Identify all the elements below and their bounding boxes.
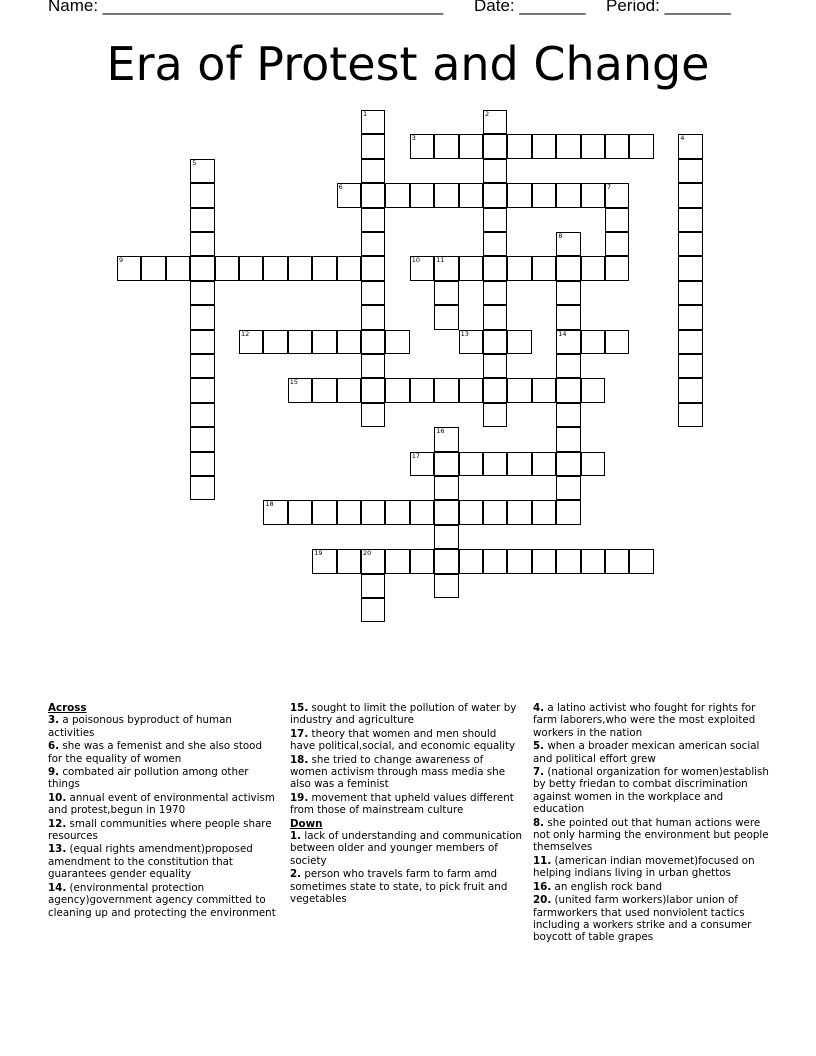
- grid-cell[interactable]: [532, 500, 556, 524]
- clue-number: 5: [192, 158, 197, 167]
- grid-cell[interactable]: [556, 378, 580, 402]
- clue-number: 15: [289, 378, 299, 387]
- grid-cell[interactable]: [483, 134, 507, 158]
- grid-cell[interactable]: [288, 500, 312, 524]
- down-clues-column-3: [533, 702, 773, 945]
- grid-cell[interactable]: [581, 549, 605, 573]
- grid-cell[interactable]: [581, 378, 605, 402]
- grid-cell[interactable]: [556, 134, 580, 158]
- grid-cell[interactable]: [507, 256, 531, 280]
- grid-cell[interactable]: [483, 500, 507, 524]
- grid-cell[interactable]: [459, 452, 483, 476]
- grid-cell[interactable]: [239, 256, 263, 280]
- grid-cell[interactable]: [678, 159, 702, 183]
- grid-cell[interactable]: [483, 232, 507, 256]
- clue-number: 12: [241, 329, 250, 338]
- grid-cell[interactable]: [190, 378, 214, 402]
- grid-cell[interactable]: [678, 305, 702, 329]
- grid-cell[interactable]: [507, 378, 531, 402]
- clue-number: 20: [363, 549, 372, 558]
- grid-cell[interactable]: [507, 549, 531, 573]
- grid-cell[interactable]: [410, 378, 434, 402]
- grid-cell[interactable]: [556, 354, 580, 378]
- grid-cell[interactable]: [361, 183, 385, 207]
- grid-cell[interactable]: [434, 183, 458, 207]
- grid-cell[interactable]: [190, 232, 214, 256]
- grid-cell[interactable]: [410, 183, 434, 207]
- grid-cell[interactable]: [605, 232, 629, 256]
- grid-cell[interactable]: [263, 256, 287, 280]
- grid-cell[interactable]: [459, 378, 483, 402]
- grid-cell[interactable]: [385, 500, 409, 524]
- grid-cell[interactable]: [532, 378, 556, 402]
- grid-cell[interactable]: [581, 256, 605, 280]
- grid-cell[interactable]: [556, 281, 580, 305]
- grid-cell[interactable]: [483, 208, 507, 232]
- grid-cell[interactable]: [385, 549, 409, 573]
- grid-cell[interactable]: [629, 134, 653, 158]
- grid-cell[interactable]: [605, 134, 629, 158]
- grid-cell[interactable]: [190, 305, 214, 329]
- grid-cell[interactable]: [361, 208, 385, 232]
- clue-across-19: 19. movement that upheld values different from those of mainstream culture: [290, 791, 514, 817]
- grid-cell[interactable]: [434, 549, 458, 573]
- across-heading: Across: [48, 702, 87, 714]
- grid-cell[interactable]: [361, 354, 385, 378]
- grid-cell[interactable]: [605, 256, 629, 280]
- grid-cell[interactable]: [581, 183, 605, 207]
- grid-cell[interactable]: [312, 330, 336, 354]
- grid-cell[interactable]: [410, 452, 434, 476]
- clue-number: 17: [411, 451, 421, 460]
- across-clues-column-1: [48, 702, 276, 920]
- grid-cell[interactable]: [190, 159, 214, 183]
- grid-cell[interactable]: [312, 500, 336, 524]
- grid-cell[interactable]: [190, 354, 214, 378]
- grid-cell[interactable]: [459, 256, 483, 280]
- clue-number: 16: [436, 427, 445, 436]
- clue-down-5: 5. when a broader mexican american social and political effort grew: [533, 740, 760, 765]
- grid-cell[interactable]: [483, 110, 507, 134]
- grid-cell[interactable]: [361, 256, 385, 280]
- grid-cell[interactable]: [678, 183, 702, 207]
- grid-cell[interactable]: [678, 134, 702, 158]
- clue-across-10: 10. annual event of environmental activism and protest,begun in 1970: [48, 791, 275, 817]
- clue-across-9: 9. combated air pollution among other things: [48, 766, 249, 791]
- clue-down-11: 11. (american indian movemet)focused on helping indians living in urban ghettos: [533, 854, 755, 880]
- clue-down-1: 1. lack of understanding and communication between older and younger members of society: [290, 830, 523, 867]
- clue-down-16: 16. an english rock band: [533, 880, 663, 893]
- clue-number: 9: [119, 256, 124, 265]
- grid-cell[interactable]: [239, 330, 263, 354]
- grid-cell[interactable]: [581, 452, 605, 476]
- grid-cell[interactable]: [459, 183, 483, 207]
- grid-cell[interactable]: [337, 549, 361, 573]
- grid-cell[interactable]: [556, 476, 580, 500]
- grid-cell[interactable]: [166, 256, 190, 280]
- grid-cell[interactable]: [410, 134, 434, 158]
- grid-cell[interactable]: [483, 452, 507, 476]
- clue-number: 4: [680, 134, 685, 143]
- clue-number: 18: [265, 500, 274, 509]
- grid-cell[interactable]: [629, 549, 653, 573]
- grid-cell[interactable]: [678, 256, 702, 280]
- grid-cell[interactable]: [385, 378, 409, 402]
- grid-cell[interactable]: [532, 256, 556, 280]
- grid-cell[interactable]: [556, 305, 580, 329]
- clue-down-7: 7. (national organization for women)establish by betty friedan to combat discrimination against women in the workplace and education: [533, 766, 769, 816]
- grid-cell[interactable]: [483, 159, 507, 183]
- grid-cell[interactable]: [434, 476, 458, 500]
- grid-cell[interactable]: [288, 330, 312, 354]
- grid-cell[interactable]: [434, 378, 458, 402]
- grid-cell[interactable]: [312, 549, 336, 573]
- grid-cell[interactable]: [532, 134, 556, 158]
- grid-cell[interactable]: [605, 330, 629, 354]
- clue-down-8: 8. she pointed out that human actions were not only harming the environment but people themselves: [533, 816, 769, 854]
- grid-cell[interactable]: [532, 183, 556, 207]
- grid-cell[interactable]: [361, 134, 385, 158]
- grid-cell[interactable]: [361, 281, 385, 305]
- grid-cell[interactable]: [556, 452, 580, 476]
- grid-cell[interactable]: [507, 183, 531, 207]
- grid-cell[interactable]: [507, 452, 531, 476]
- clue-across-12: 12. small communities where people share resources: [48, 817, 272, 843]
- clue-number: 6: [338, 183, 343, 192]
- grid-cell[interactable]: [190, 403, 214, 427]
- grid-cell[interactable]: [434, 281, 458, 305]
- grid-cell[interactable]: [581, 134, 605, 158]
- grid-cell[interactable]: [361, 305, 385, 329]
- grid-cell[interactable]: [605, 183, 629, 207]
- grid-cell[interactable]: [678, 281, 702, 305]
- clue-number: 10: [411, 256, 421, 265]
- clue-down-2: 2. person who travels farm to farm amd sometimes state to state, to pick fruit and vegetables: [290, 868, 508, 906]
- grid-cell[interactable]: [434, 500, 458, 524]
- grid-cell[interactable]: [532, 549, 556, 573]
- clue-across-18: 18. she tried to change awareness of women activism through mass media she also was a feminist: [290, 753, 506, 791]
- clue-across-15: 15. sought to limit the pollution of water by industry and agriculture: [290, 702, 517, 727]
- grid-cell[interactable]: [190, 330, 214, 354]
- grid-cell[interactable]: [556, 232, 580, 256]
- grid-cell[interactable]: [190, 476, 214, 500]
- down-heading: Down: [290, 817, 323, 830]
- grid-cell[interactable]: [678, 232, 702, 256]
- clue-across-13: 13. (equal rights amendment)proposed amendment to the constitution that guarantees gender equality: [48, 843, 253, 881]
- grid-cell[interactable]: [678, 378, 702, 402]
- clue-number: 14: [558, 329, 567, 338]
- clue-number: 3: [411, 134, 416, 143]
- grid-cell[interactable]: [434, 452, 458, 476]
- grid-cell[interactable]: [361, 403, 385, 427]
- grid-cell[interactable]: [556, 500, 580, 524]
- grid-cell[interactable]: [263, 500, 287, 524]
- grid-cell[interactable]: [483, 403, 507, 427]
- clue-across-3: 3. a poisonous byproduct of human activities: [48, 714, 232, 739]
- grid-cell[interactable]: [459, 500, 483, 524]
- clues-column-2: [290, 702, 524, 907]
- grid-cell[interactable]: [507, 134, 531, 158]
- period-field-label: Period: _______: [606, 0, 731, 15]
- grid-cell[interactable]: [483, 378, 507, 402]
- grid-cell[interactable]: [361, 500, 385, 524]
- grid-cell[interactable]: [190, 256, 214, 280]
- grid-cell[interactable]: [459, 549, 483, 573]
- grid-cell[interactable]: [337, 378, 361, 402]
- clue-number: 8: [558, 232, 563, 240]
- grid-cell[interactable]: [483, 305, 507, 329]
- grid-cell[interactable]: [434, 574, 458, 598]
- clue-number: 2: [485, 110, 490, 118]
- grid-cell[interactable]: [483, 549, 507, 573]
- grid-cell[interactable]: [361, 330, 385, 354]
- name-field-label: Name: ____________________________________: [48, 0, 444, 15]
- grid-cell[interactable]: [337, 330, 361, 354]
- grid-cell[interactable]: [434, 134, 458, 158]
- clue-down-20: 20. (united farm workers)labor union of farmworkers that used nonviolent tactics including a workers strike and a consumer boycott of table grapes: [533, 894, 752, 944]
- clue-down-4: 4. a latino activist who fought for rights for farm laborers,who were the most exploited workers in the nation: [533, 702, 756, 739]
- grid-cell[interactable]: [361, 574, 385, 598]
- grid-cell[interactable]: [581, 330, 605, 354]
- grid-cell[interactable]: [483, 183, 507, 207]
- grid-cell[interactable]: [190, 281, 214, 305]
- grid-cell[interactable]: [410, 256, 434, 280]
- grid-cell[interactable]: [361, 378, 385, 402]
- grid-cell[interactable]: [459, 134, 483, 158]
- grid-cell[interactable]: [483, 281, 507, 305]
- grid-cell[interactable]: [215, 256, 239, 280]
- grid-cell[interactable]: [459, 330, 483, 354]
- clue-number: 13: [460, 329, 469, 338]
- grid-cell[interactable]: [361, 159, 385, 183]
- page-title: Era of Protest and Change: [106, 37, 710, 91]
- grid-cell[interactable]: [288, 256, 312, 280]
- grid-cell[interactable]: [483, 354, 507, 378]
- grid-cell[interactable]: [434, 256, 458, 280]
- grid-cell[interactable]: [434, 305, 458, 329]
- grid-cell[interactable]: [678, 208, 702, 232]
- clue-number: 7: [607, 183, 612, 192]
- grid-cell[interactable]: [117, 256, 141, 280]
- grid-cell[interactable]: [190, 427, 214, 451]
- grid-cell[interactable]: [385, 183, 409, 207]
- grid-cell[interactable]: [556, 183, 580, 207]
- grid-cell[interactable]: [385, 330, 409, 354]
- grid-cell[interactable]: [361, 549, 385, 573]
- grid-cell[interactable]: [556, 427, 580, 451]
- grid-cell[interactable]: [434, 427, 458, 451]
- grid-cell[interactable]: [190, 183, 214, 207]
- grid-cell[interactable]: [361, 598, 385, 622]
- clue-number: 11: [436, 256, 445, 265]
- clue-across-14: 14. (environmental protection agency)government agency committed to cleaning up and protecting the environment: [48, 881, 276, 919]
- grid-cell[interactable]: [312, 256, 336, 280]
- grid-cell[interactable]: [361, 110, 385, 134]
- grid-cell[interactable]: [483, 256, 507, 280]
- grid-cell[interactable]: [337, 183, 361, 207]
- grid-cell[interactable]: [410, 549, 434, 573]
- clue-number: 1: [363, 110, 368, 118]
- grid-cell[interactable]: [556, 330, 580, 354]
- grid-cell[interactable]: [190, 208, 214, 232]
- grid-cell[interactable]: [410, 500, 434, 524]
- grid-cell[interactable]: [507, 500, 531, 524]
- grid-cell[interactable]: [361, 232, 385, 256]
- grid-cell[interactable]: [605, 208, 629, 232]
- clue-across-6: 6. she was a femenist and she also stood for the equality of women: [48, 740, 262, 765]
- grid-cell[interactable]: [678, 354, 702, 378]
- grid-cell[interactable]: [337, 256, 361, 280]
- grid-cell[interactable]: [288, 378, 312, 402]
- grid-cell[interactable]: [483, 330, 507, 354]
- grid-cell[interactable]: [678, 330, 702, 354]
- grid-cell[interactable]: [556, 256, 580, 280]
- grid-cell[interactable]: [434, 525, 458, 549]
- date-field-label: Date: _______: [474, 0, 586, 15]
- clue-number: 19: [314, 549, 323, 558]
- clue-across-17: 17. theory that women and men should have political,social, and economic equality: [290, 727, 516, 753]
- grid-cell[interactable]: [141, 256, 165, 280]
- grid-cell[interactable]: [678, 403, 702, 427]
- grid-cell[interactable]: [312, 378, 336, 402]
- grid-cell[interactable]: [556, 549, 580, 573]
- grid-cell[interactable]: [190, 452, 214, 476]
- grid-cell[interactable]: [263, 330, 287, 354]
- grid-cell[interactable]: [556, 403, 580, 427]
- grid-cell[interactable]: [507, 330, 531, 354]
- grid-cell[interactable]: [337, 500, 361, 524]
- grid-cell[interactable]: [605, 549, 629, 573]
- grid-cell[interactable]: [532, 452, 556, 476]
